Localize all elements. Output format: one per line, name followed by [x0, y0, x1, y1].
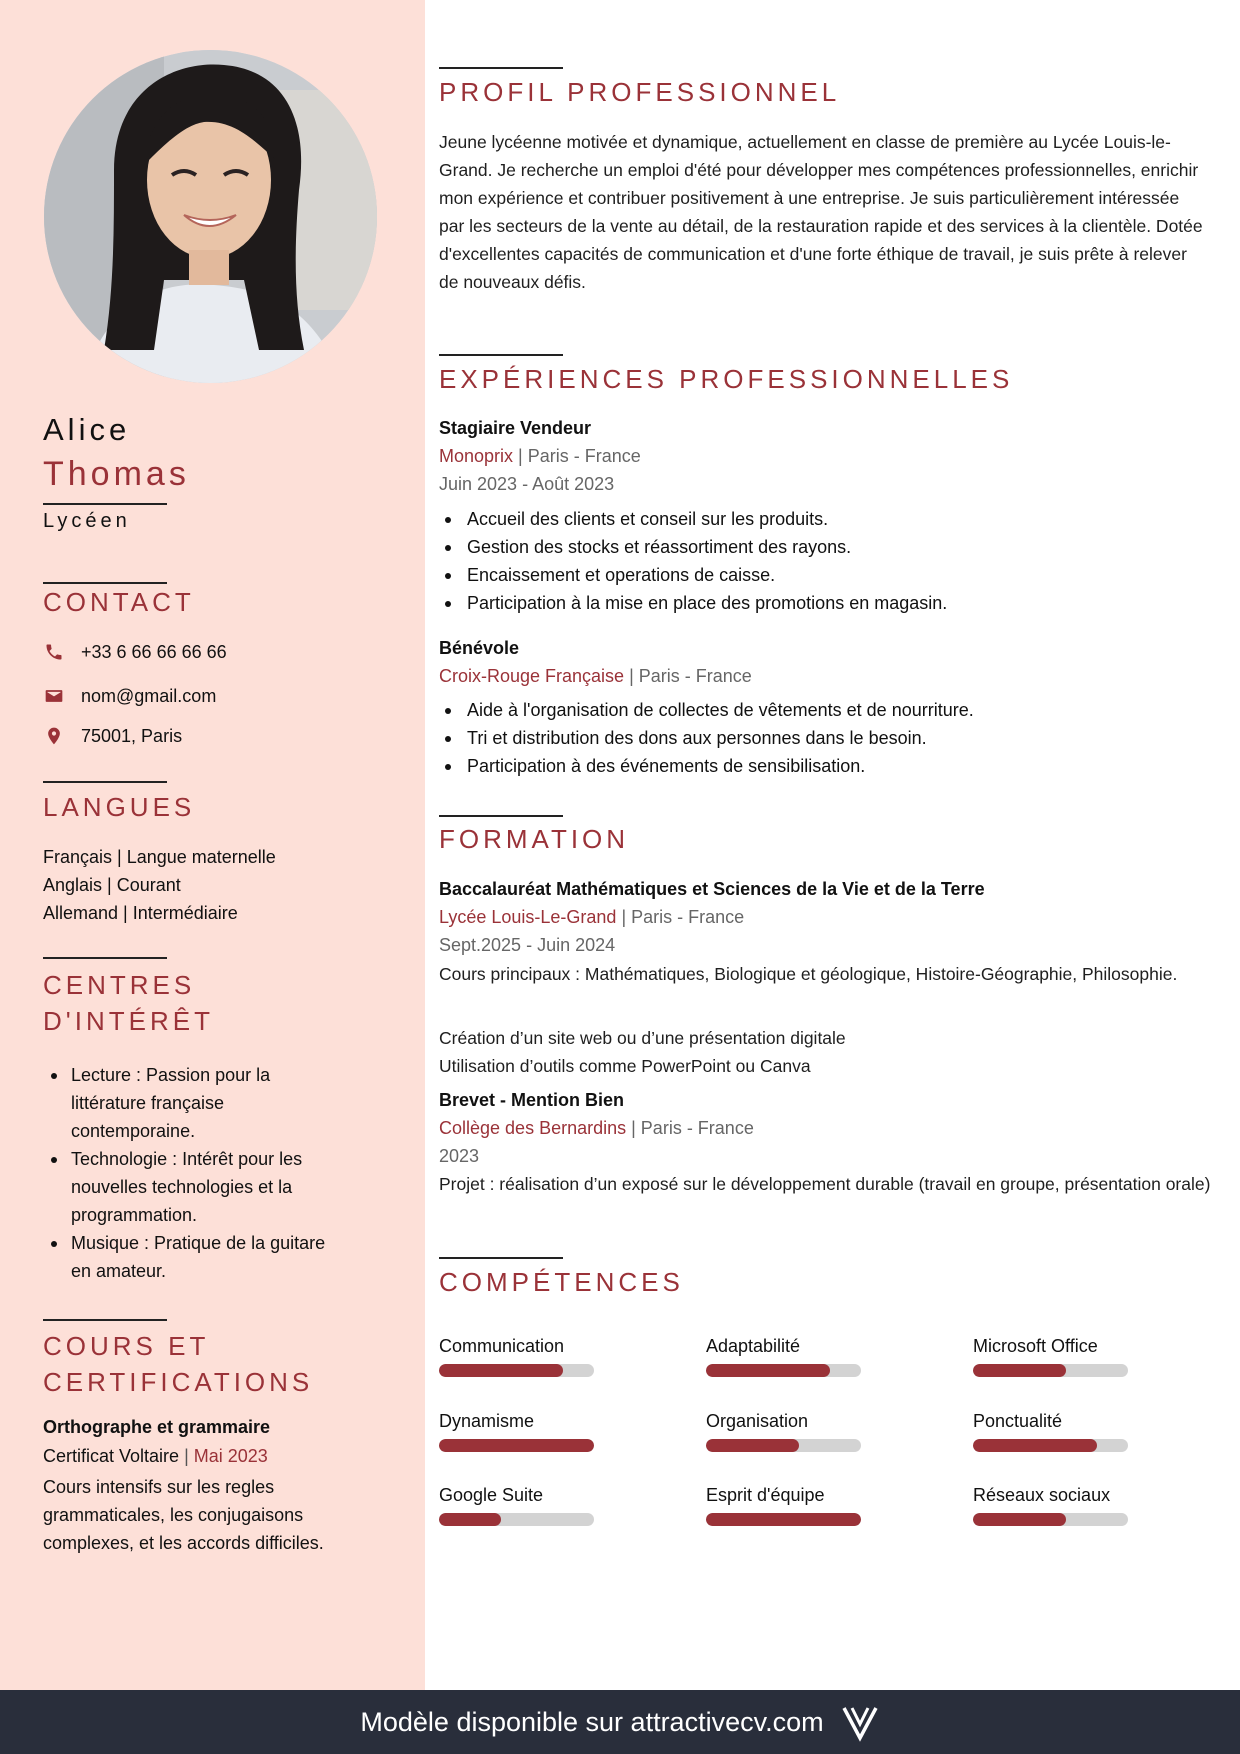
certification-separator: |: [179, 1446, 194, 1466]
skill-label: Adaptabilité: [706, 1336, 801, 1356]
language-item: Allemand | Intermédiaire: [43, 903, 238, 923]
skill-bar-fill: [439, 1439, 594, 1452]
skill-item: [439, 1411, 599, 1452]
job-dates: Juin 2023 - Août 2023: [439, 474, 615, 494]
summary-heading: PROFIL PROFESSIONNEL: [439, 77, 841, 107]
job-company-line: [439, 446, 641, 467]
certification-issuer: Certificat Voltaire: [43, 1446, 180, 1466]
footer-banner[interactable]: [0, 1690, 1240, 1754]
languages-list: [43, 843, 276, 927]
experience-heading: EXPÉRIENCES PROFESSIONNELLES: [439, 364, 1014, 394]
education-heading: FORMATION: [439, 824, 630, 854]
job-company-line: [439, 666, 752, 687]
school-location: | Paris - France: [616, 907, 745, 927]
job-bullets: [439, 696, 1219, 780]
attractivecv-logo-icon: [840, 1702, 880, 1742]
skill-bar-fill: [706, 1513, 861, 1526]
skill-bar: [973, 1364, 1128, 1377]
contact-heading: CONTACT: [43, 587, 195, 617]
skill-bar: [706, 1513, 861, 1526]
skill-item: [706, 1336, 866, 1377]
summary-text: Jeune lycéenne motivée et dynamique, actuellement en classe de première au Lycée Louis-le-Grand. Je recherche un emploi d'été pour développer mes compétences professionnelles, enrichir mon expérience et contribuer positivement à une entreprise. Je suis particulièrement intéressée par les secteurs de la vente au détail, de la restauration rapide et des services à la clientèle. Dotée d'excellentes capacités de communication et d'une forte éthique de travail, je suis prête à relever de nouveaux défis.: [439, 132, 1203, 292]
languages-divider: [43, 781, 167, 783]
school-line: [439, 907, 744, 928]
interests-list: [43, 1061, 343, 1285]
interests-heading: [43, 967, 214, 1039]
job-title: Lycéen: [43, 510, 131, 532]
skills-divider: [439, 1257, 563, 1259]
skill-bar-fill: [973, 1439, 1097, 1452]
certification-meta: [43, 1446, 268, 1467]
job-company: Monoprix: [439, 446, 514, 466]
name-divider: [43, 503, 167, 505]
first-name: Alice: [43, 412, 131, 447]
job-company: Croix-Rouge Française: [439, 666, 625, 686]
job-bullet: Participation à la mise en place des promotions en magasin.: [439, 589, 1219, 617]
skill-label: Dynamisme: [439, 1411, 535, 1431]
degree-dates: 2023: [439, 1146, 480, 1166]
language-item: Français | Langue maternelle: [43, 847, 276, 867]
skill-bar: [973, 1513, 1128, 1526]
job-bullet: Tri et distribution des dons aux personnes dans le besoin.: [439, 724, 1219, 752]
skill-bar-fill: [439, 1364, 563, 1377]
interest-item: Technologie : Intérêt pour les nouvelles technologies et la programmation.: [43, 1145, 343, 1229]
skill-item: [973, 1411, 1133, 1452]
job-bullets: [439, 505, 1219, 617]
school-location: | Paris - France: [626, 1118, 754, 1138]
interests-divider: [43, 957, 167, 959]
skill-bar: [439, 1513, 594, 1526]
contact-email: [43, 684, 216, 708]
skill-label: Réseaux sociaux: [973, 1485, 1111, 1505]
skill-bar: [973, 1439, 1128, 1452]
languages-heading: LANGUES: [43, 792, 196, 822]
skill-bar-fill: [439, 1513, 501, 1526]
skill-label: Esprit d'équipe: [706, 1485, 825, 1505]
job-location: | Paris - France: [624, 666, 752, 686]
address-text: 75001, Paris: [81, 725, 183, 746]
phone-icon: [43, 641, 65, 663]
job-bullet: Gestion des stocks et réassortiment des rayons.: [439, 533, 1219, 561]
degree-dates: Sept.2025 - Juin 2024: [439, 935, 616, 955]
interests-heading-line1: CENTRES: [43, 970, 196, 1000]
skill-bar-fill: [706, 1364, 830, 1377]
job-title: Stagiaire Vendeur: [439, 418, 592, 438]
certification-date: Mai 2023: [193, 1446, 268, 1466]
interest-item: Lecture : Passion pour la littérature française contemporaine.: [43, 1061, 343, 1145]
skill-item: [439, 1485, 599, 1526]
profile-photo: [44, 50, 377, 383]
job-bullet: Accueil des clients et conseil sur les produits.: [439, 505, 1219, 533]
school-line: [439, 1118, 754, 1139]
skill-bar: [439, 1364, 594, 1377]
profile-photo-illustration: [44, 50, 377, 383]
school-name: Lycée Louis-Le-Grand: [439, 907, 617, 927]
footer-text[interactable]: Modèle disponible sur attractivecv.com: [360, 1706, 824, 1737]
skill-item: [973, 1336, 1133, 1377]
job-bullet: Encaissement et operations de caisse.: [439, 561, 1219, 589]
job-title: Bénévole: [439, 638, 520, 658]
degree-courses: Cours principaux : Mathématiques, Biologique et géologique, Histoire-Géographie, Philosophie.: [439, 964, 1178, 984]
location-pin-icon: [43, 725, 65, 747]
summary-divider: [439, 67, 563, 69]
skill-bar-fill: [973, 1364, 1066, 1377]
degree-extra: Utilisation d’outils comme PowerPoint ou Canva: [439, 1056, 811, 1076]
phone-number: +33 6 66 66 66 66: [81, 641, 227, 662]
interest-item: Musique : Pratique de la guitare en amateur.: [43, 1229, 343, 1285]
certifications-heading-line2: CERTIFICATIONS: [43, 1367, 314, 1397]
certifications-heading-line1: COURS ET: [43, 1331, 210, 1361]
skill-label: Microsoft Office: [973, 1336, 1098, 1356]
degree-title: Baccalauréat Mathématiques et Sciences de la Vie et de la Terre: [439, 879, 985, 899]
job-bullet: Participation à des événements de sensibilisation.: [439, 752, 1219, 780]
education-divider: [439, 815, 563, 817]
skill-item: [706, 1485, 866, 1526]
skill-bar-fill: [973, 1513, 1066, 1526]
skill-bar: [439, 1439, 594, 1452]
email-icon: [43, 685, 65, 707]
skill-label: Ponctualité: [973, 1411, 1063, 1431]
skill-bar: [706, 1364, 861, 1377]
last-name: Thomas: [43, 455, 190, 493]
skill-label: Organisation: [706, 1411, 809, 1431]
degree-extra: Création d’un site web ou d’une présentation digitale: [439, 1028, 846, 1048]
language-item: Anglais | Courant: [43, 875, 181, 895]
job-location: | Paris - France: [513, 446, 641, 466]
certification-title: Orthographe et grammaire: [43, 1417, 271, 1437]
interests-heading-line2: D'INTÉRÊT: [43, 1006, 214, 1036]
degree-project: Projet : réalisation d’un exposé sur le développement durable (travail en groupe, présentation orale): [439, 1174, 1211, 1194]
certifications-divider: [43, 1319, 167, 1321]
skill-item: [973, 1485, 1133, 1526]
degree-title: Brevet - Mention Bien: [439, 1090, 625, 1110]
contact-phone: [43, 640, 227, 664]
skill-bar: [706, 1439, 861, 1452]
certifications-heading: [43, 1328, 313, 1400]
certification-description: Cours intensifs sur les regles grammaticales, les conjugaisons complexes, et les accords difficiles.: [43, 1477, 324, 1553]
email-address[interactable]: nom@gmail.com: [81, 685, 217, 706]
experience-divider: [439, 354, 563, 356]
skill-label: Google Suite: [439, 1485, 544, 1505]
skill-bar-fill: [706, 1439, 799, 1452]
skill-item: [706, 1411, 866, 1452]
contact-address: [43, 724, 182, 748]
skill-label: Communication: [439, 1336, 565, 1356]
school-name: Collège des Bernardins: [439, 1118, 627, 1138]
job-bullet: Aide à l'organisation de collectes de vêtements et de nourriture.: [439, 696, 1219, 724]
sidebar: [0, 0, 425, 1690]
skills-heading: COMPÉTENCES: [439, 1267, 684, 1297]
skill-item: [439, 1336, 599, 1377]
